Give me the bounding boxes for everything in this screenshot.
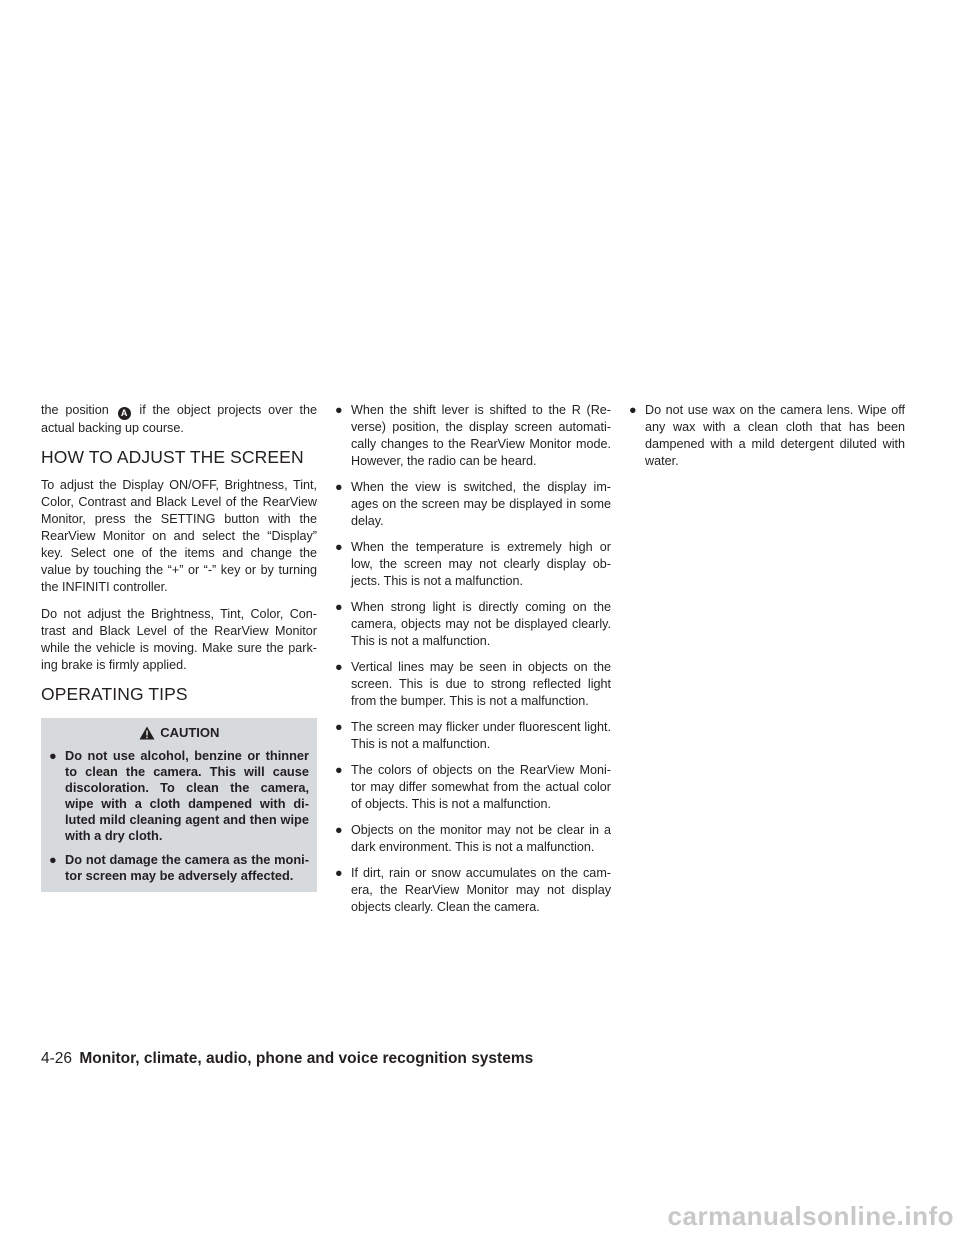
bullet-icon: ● — [335, 480, 343, 494]
heading-adjust-screen: HOW TO ADJUST THE SCREEN — [41, 447, 304, 467]
warning-triangle-icon — [139, 726, 155, 740]
bullet-icon: ● — [335, 720, 343, 734]
intro-text-end: if the object projects over the actual backing up course. — [41, 403, 317, 435]
bullet-icon: ● — [335, 540, 343, 554]
caution-header — [49, 724, 309, 742]
bullet-icon: ● — [335, 866, 343, 880]
page-number: 4-26 — [41, 1050, 73, 1067]
column-left — [41, 402, 317, 892]
caution-item: ● Do not use alcohol, benzine or thinner to clean the camera. This will cause discoloration. To clean the camera, wipe with a cloth dampened with di-luted mild cleaning agent and then wipe with a dry cloth. — [49, 748, 309, 843]
bullet-icon: ● — [335, 660, 343, 674]
bullet-icon: ● — [335, 823, 343, 837]
bullet-icon: ● — [335, 403, 343, 417]
tips-list — [335, 402, 611, 916]
tip-item: ● When the temperature is extremely high or low, the screen may not clearly display ob-jects. This is not a malfunction. — [335, 540, 611, 588]
paragraph-adjust-2: Do not adjust the Brightness, Tint, Color, Con-trast and Black Level of the RearView Monitor while the vehicle is moving. Make sure the park-ing brake is firmly applied. — [41, 607, 317, 672]
bullet-icon: ● — [49, 748, 57, 763]
intro-text: the position — [41, 403, 109, 417]
bullet-icon: ● — [335, 600, 343, 614]
chapter-title: Monitor, climate, audio, phone and voice recognition systems — [79, 1050, 534, 1067]
tips-list-continued — [629, 402, 905, 470]
tip-item: ● If dirt, rain or snow accumulates on the cam-era, the RearView Monitor may not display objects clearly. Clean the camera. — [335, 866, 611, 914]
bullet-icon: ● — [49, 852, 57, 867]
page-footer — [41, 1050, 533, 1068]
column-right — [629, 402, 905, 479]
tip-item: ● Do not use wax on the camera lens. Wipe off any wax with a clean cloth that has been dampened with a mild detergent diluted with water. — [629, 403, 905, 468]
caution-list — [49, 748, 309, 884]
marker-a-icon: A — [118, 407, 131, 420]
bullet-icon: ● — [335, 763, 343, 777]
tip-item: ● When the shift lever is shifted to the R (Re-verse) position, the display screen automati-cally changes to the RearView Monitor mode. However, the radio can be heard. — [335, 403, 611, 468]
tip-item: ● When the view is switched, the display im-ages on the screen may be displayed in some delay. — [335, 480, 611, 528]
tip-item: ● The colors of objects on the RearView Moni-tor may differ somewhat from the actual color of objects. This is not a malfunction. — [335, 763, 611, 811]
caution-item: ● Do not damage the camera as the moni-tor screen may be adversely affected. — [49, 852, 309, 883]
intro-paragraph — [41, 402, 317, 437]
tip-item: ● The screen may flicker under fluorescent light. This is not a malfunction. — [335, 720, 611, 751]
bullet-icon: ● — [629, 403, 637, 417]
tip-item: ● When strong light is directly coming on the camera, objects may not be displayed clearly. This is not a malfunction. — [335, 600, 611, 648]
caution-box — [41, 718, 317, 892]
tip-item: ● Vertical lines may be seen in objects on the screen. This is due to strong reflected light from the bumper. This is not a malfunction. — [335, 660, 611, 708]
tip-item: ● Objects on the monitor may not be clear in a dark environment. This is not a malfunction. — [335, 823, 611, 854]
watermark: carmanualsonline.info — [667, 1201, 954, 1231]
caution-title: CAUTION — [160, 725, 220, 740]
paragraph-adjust-1: To adjust the Display ON/OFF, Brightness, Tint, Color, Contrast and Black Level of the RearView Monitor, press the SETTING button with the RearView Monitor on and select the “Display” key. Select one of the items and change the value by touching the “+” or “-” key or by turning the INFINITI controller. — [41, 478, 317, 594]
column-middle — [335, 402, 611, 925]
heading-operating-tips: OPERATING TIPS — [41, 684, 188, 704]
